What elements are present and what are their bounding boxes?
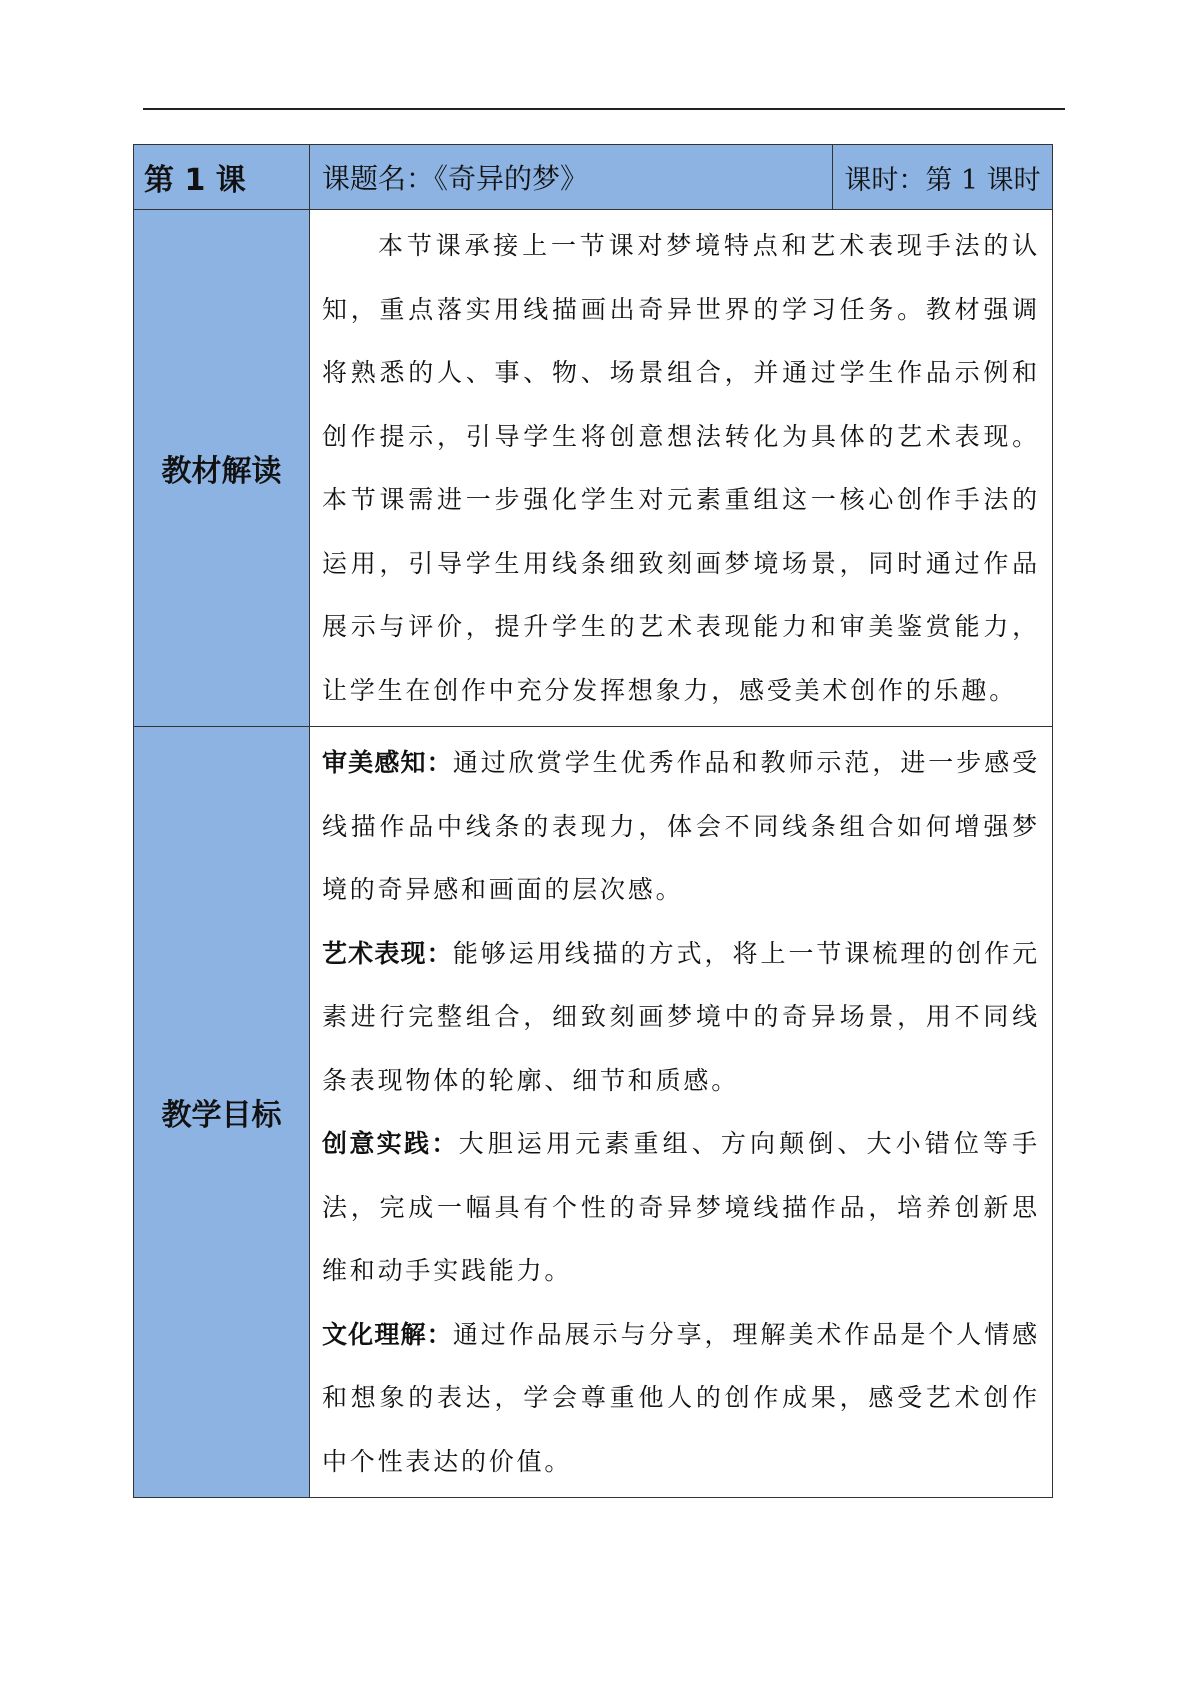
objective-item: [322, 1112, 1040, 1303]
lesson-period: 课时：第 1 课时: [833, 145, 1053, 210]
objective-item: [322, 922, 1040, 1113]
objective-label: 文化理解：: [322, 1319, 453, 1349]
textbook-text: 本节课承接上一节课对梦境特点和艺术表现手法的认知，重点落实用线描画出奇异世界的学习任务。教材强调将熟悉的人、事、物、场景组合，并通过学生作品示例和创作提示，引导学生将创意想法转化为具体的艺术表现。本节课需进一步强化学生对元素重组这一核心创作手法的运用，引导学生用线条细致刻画梦境场景，同时通过作品展示与评价，提升学生的艺术表现能力和审美鉴赏能力，让学生在创作中充分发挥想象力，感受美术创作的乐趣。: [322, 231, 1040, 705]
objectives-row: [134, 727, 1053, 1498]
objective-item: [322, 1303, 1040, 1494]
textbook-content: [310, 210, 1053, 727]
objective-text: 通过作品展示与分享，理解美术作品是个人情感和想象的表达，学会尊重他人的创作成果，感受艺术创作中个性表达的价值。: [322, 1319, 1040, 1476]
textbook-row: [134, 210, 1053, 727]
objective-label: 艺术表现：: [322, 938, 453, 968]
objective-label: 审美感知：: [322, 748, 453, 777]
lesson-number: 第 1 课: [134, 145, 310, 210]
objectives-label: 教学目标: [134, 727, 310, 1498]
objective-label: 创意实践：: [322, 1129, 459, 1158]
objective-text: 通过欣赏学生优秀作品和教师示范，进一步感受线描作品中线条的表现力，体会不同线条组合如何增强梦境的奇异感和画面的层次感。: [322, 748, 1040, 904]
objective-text: 能够运用线描的方式，将上一节课梳理的创作元素进行完整组合，细致刻画梦境中的奇异场景，用不同线条表现物体的轮廓、细节和质感。: [322, 938, 1040, 1095]
table-header-row: [134, 145, 1053, 210]
header-rule: [143, 108, 1065, 110]
objective-item: [322, 731, 1040, 922]
textbook-label: 教材解读: [134, 210, 310, 727]
lesson-plan-table: [133, 144, 1053, 1498]
objectives-content: [310, 727, 1053, 1498]
lesson-title: 课题名：《奇异的梦》: [310, 145, 833, 210]
objective-text: 大胆运用元素重组、方向颠倒、大小错位等手法，完成一幅具有个性的奇异梦境线描作品，培养创新思维和动手实践能力。: [322, 1129, 1040, 1285]
